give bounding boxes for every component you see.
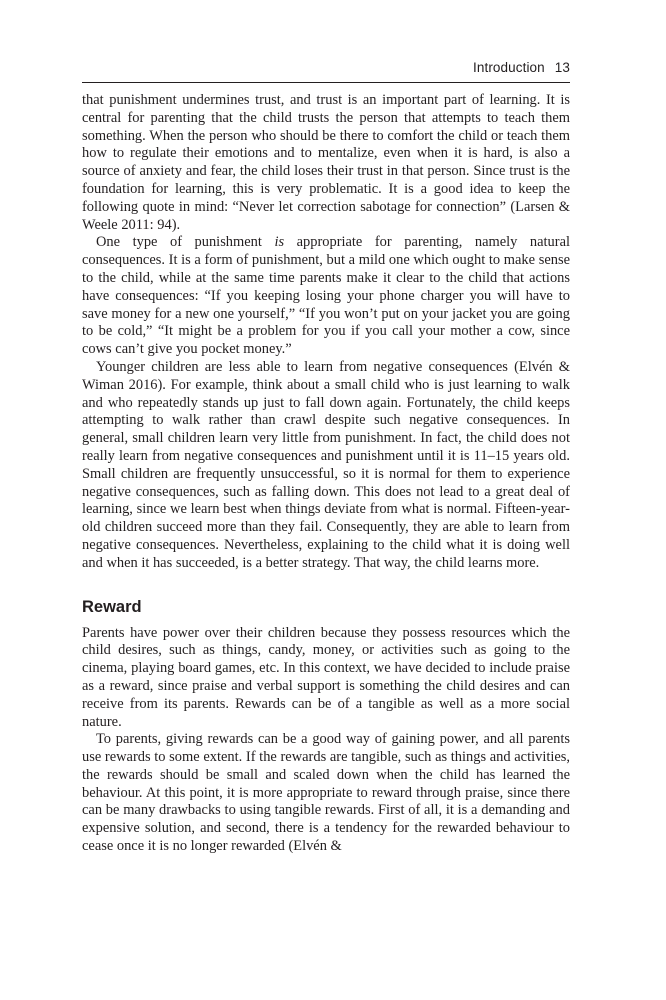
section-reward (82, 625, 570, 856)
paragraph-text: appropriate for parenting, namely natural consequences. It is a form of punishment, but a mild one which ought to make sense to the child, while at the same time parents make it clear to the child that actions have consequences: “If you keeping losing your phone charger you will have to save money for a new one yourself,” “If you won’t put on your jacket you are going to be cold,” “It might be a problem for you if you call your mother a cow, since cows can’t give you pocket money.” (82, 234, 571, 358)
section-heading: Reward (82, 597, 142, 616)
paragraph: that punishment undermines trust, and trust is an important part of learning. It is central for parenting that the child trusts the person that attempts to teach them something. When the person who should be there to comfort the child or teach them how to regulate their emotions and to mentalize, even when it is hard, is also a source of anxiety and fear, the child loses their trust in that person. Since trust is the foundation for learning, this is very problematic. It is a good idea to keep the following quote in mind: “Never let correction sabotage for connection” (Larsen & Weele 2011: 94). (82, 92, 570, 233)
paragraph (82, 234, 570, 359)
running-head (82, 60, 570, 75)
running-head-title: Introduction (473, 60, 545, 75)
page-number: 13 (554, 60, 570, 75)
emphasis-text: is (274, 234, 285, 251)
section-punishment (82, 92, 570, 573)
paragraph: Parents have power over their children because they possess resources which the child desires, such as things, candy, money, or activities such as going to the cinema, playing board games, etc. In this context, we have decided to include praise as a reward, since praise and verbal support is something the child desires and can receive from its parents. Rewards can be of a tangible as well as a more social nature. (82, 624, 570, 730)
paragraph: To parents, giving rewards can be a good way of gaining power, and all parents use rewards to some extent. If the rewards are tangible, such as things and activities, the rewards should be small and scaled down when the child has learned the behaviour. At this point, it is more appropriate to reward through praise, since there can be many drawbacks to using tangible rewards. First of all, it is a demanding and expensive solution, and second, there is a tendency for the rewarded behaviour to cease once it is no longer rewarded (Elvén & (82, 731, 570, 855)
body-text (82, 92, 570, 856)
paragraph-text: One type of punishment (96, 234, 275, 251)
paragraph: Younger children are less able to learn from negative consequences (Elvén & Wiman 2016). For example, think about a small child who is just learning to walk and who repeatedly stands up just to fall down again. Fortunately, the child keeps attempting to walk rather than crawl despite such negative consequences. In general, small children learn very little from punishment. In fact, the child does not really learn from negative consequences and punishment until it is 11–15 years old. Small children are frequently unsuccessful, so it is normal for them to experience negative consequences, such as falling down. This does not lead to a great deal of learning, since we learn best when things deviate from what is normal. Fifteen-year-old children succeed more than they fail. Consequently, they are able to learn from negative consequences. Nevertheless, explaining to the child what it is doing well and when it has succeeded, is a better strategy. That way, the child learns more. (82, 358, 570, 571)
header-rule (82, 82, 570, 83)
